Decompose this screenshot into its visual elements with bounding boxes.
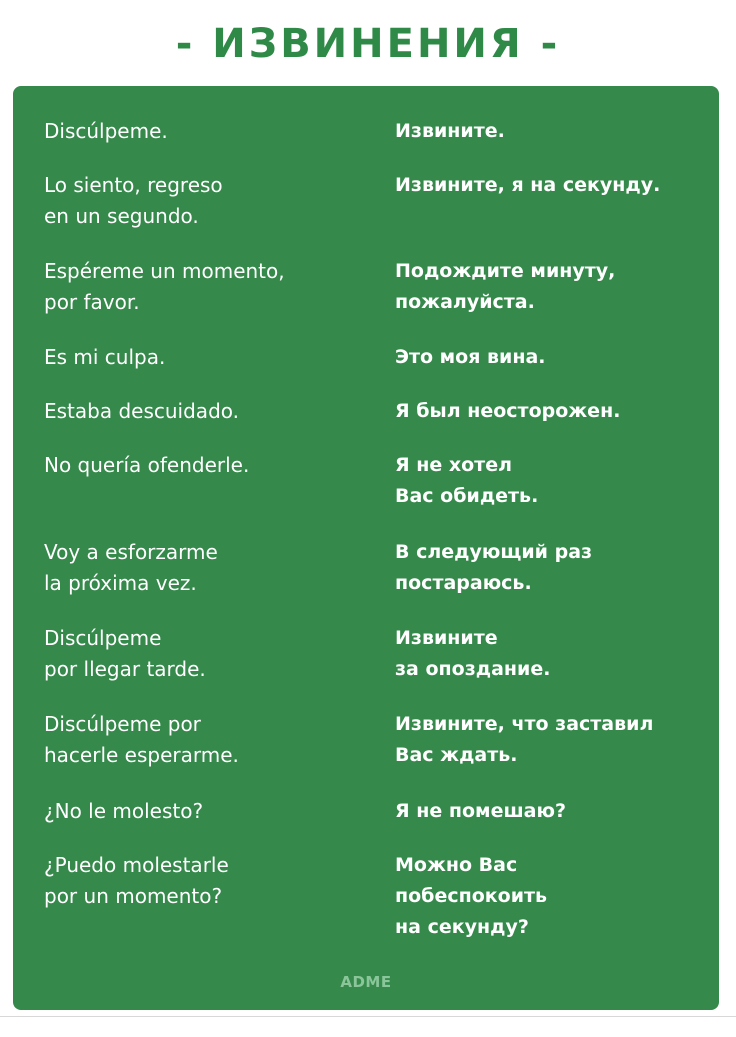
- spanish-line: ¿Puedo molestarle: [44, 853, 229, 877]
- spanish-phrase: [44, 342, 165, 373]
- page-title: - ИЗВИНЕНИЯ -: [175, 21, 561, 67]
- russian-line: Можно Вас: [395, 854, 518, 876]
- russian-phrase: [395, 396, 620, 427]
- spanish-phrase: [44, 450, 249, 481]
- phrase-card: [13, 86, 719, 1010]
- russian-phrase: [395, 450, 538, 512]
- spanish-line: Discúlpeme: [44, 626, 162, 650]
- russian-phrase: [395, 850, 547, 943]
- russian-line: Я не помешаю?: [395, 800, 566, 822]
- russian-line: Это моя вина.: [395, 346, 546, 368]
- russian-line: постараюсь.: [395, 572, 532, 594]
- spanish-line: Estaba descuidado.: [44, 399, 239, 423]
- russian-phrase: [395, 623, 550, 685]
- russian-line: пожалуйста.: [395, 291, 535, 313]
- spanish-phrase: [44, 396, 239, 427]
- spanish-line: hacerle esperarme.: [44, 743, 239, 767]
- spanish-phrase: [44, 850, 229, 912]
- spanish-line: en un segundo.: [44, 204, 199, 228]
- spanish-line: Discúlpeme por: [44, 712, 201, 736]
- spanish-phrase: [44, 256, 285, 318]
- russian-phrase: [395, 116, 505, 147]
- spanish-line: Voy a esforzarme: [44, 540, 218, 564]
- spanish-line: ¿No le molesto?: [44, 799, 204, 823]
- spanish-phrase: [44, 623, 206, 685]
- russian-line: Я не хотел: [395, 454, 512, 476]
- divider: [0, 1016, 736, 1017]
- russian-line: Извините: [395, 627, 498, 649]
- spanish-line: Lo siento, regreso: [44, 173, 223, 197]
- spanish-line: por un momento?: [44, 884, 223, 908]
- spanish-line: por llegar tarde.: [44, 657, 206, 681]
- russian-phrase: [395, 796, 566, 827]
- russian-line: В следующий раз: [395, 541, 593, 563]
- spanish-phrase: [44, 796, 203, 827]
- spanish-line: Es mi culpa.: [44, 345, 166, 369]
- spanish-line: No quería ofenderle.: [44, 453, 250, 477]
- russian-line: Извините, я на секунду.: [395, 174, 661, 196]
- russian-line: Извините, что заставил: [395, 713, 654, 735]
- russian-line: Вас обидеть.: [395, 485, 539, 507]
- russian-phrase: [395, 537, 592, 599]
- russian-phrase: [395, 256, 615, 318]
- spanish-phrase: [44, 116, 168, 147]
- spanish-line: por favor.: [44, 290, 140, 314]
- spanish-phrase: [44, 170, 223, 232]
- watermark-logo: ADME: [340, 973, 392, 991]
- russian-line: Подождите минуту,: [395, 260, 616, 282]
- spanish-line: Espéreme un momento,: [44, 259, 285, 283]
- russian-line: на секунду?: [395, 916, 529, 938]
- russian-phrase: [395, 170, 660, 201]
- spanish-line: Discúlpeme.: [44, 119, 168, 143]
- russian-phrase: [395, 709, 653, 771]
- spanish-phrase: [44, 709, 239, 771]
- russian-line: за опоздание.: [395, 658, 551, 680]
- spanish-line: la próxima vez.: [44, 571, 197, 595]
- russian-line: Я был неосторожен.: [395, 400, 621, 422]
- spanish-phrase: [44, 537, 218, 599]
- russian-line: Извините.: [395, 120, 505, 142]
- russian-line: Вас ждать.: [395, 744, 518, 766]
- russian-line: побеспокоить: [395, 885, 548, 907]
- russian-phrase: [395, 342, 546, 373]
